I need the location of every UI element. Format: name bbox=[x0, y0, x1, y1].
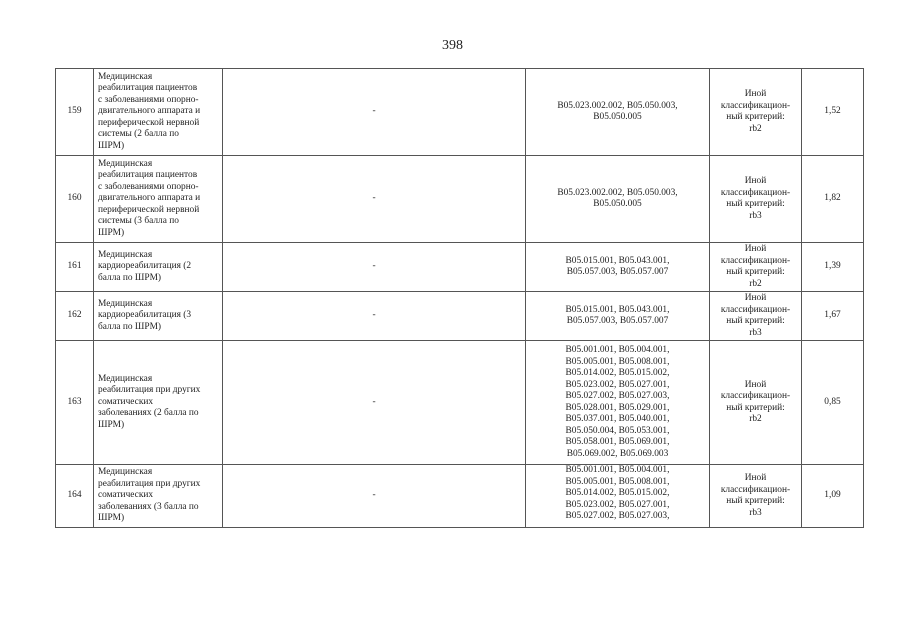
classification-criterion: Иной классификацион- ный критерий: rb2 bbox=[710, 243, 802, 292]
empty-dash: - bbox=[223, 341, 526, 465]
table-row bbox=[56, 243, 864, 292]
rehab-name: Медицинская кардиореабилитация (3 балла по ШРМ) bbox=[94, 292, 223, 341]
service-codes: B05.023.002.002, B05.050.003, B05.050.005 bbox=[526, 69, 710, 156]
coefficient: 1,09 bbox=[802, 465, 864, 528]
table-row bbox=[56, 69, 864, 156]
coefficient: 1,67 bbox=[802, 292, 864, 341]
coefficient: 0,85 bbox=[802, 341, 864, 465]
empty-dash: - bbox=[223, 156, 526, 243]
row-number: 160 bbox=[56, 156, 94, 243]
service-codes: B05.001.001, B05.004.001, B05.005.001, B05.008.001, B05.014.002, B05.015.002, B05.023.002, B05.027.001, B05.027.002, B05.027.003, B05.028.001, B05.029.001, B05.037.001, B05.040.001, B05.050.004, B05.053.001, B05.058.001, B05.069.001, B05.069.002, B05.069.003 bbox=[526, 341, 710, 465]
classification-criterion: Иной классификацион- ный критерий: rb3 bbox=[710, 292, 802, 341]
row-number: 163 bbox=[56, 341, 94, 465]
service-codes: B05.023.002.002, B05.050.003, B05.050.005 bbox=[526, 156, 710, 243]
service-codes: B05.001.001, B05.004.001, B05.005.001, B05.008.001, B05.014.002, B05.015.002, B05.023.002, B05.027.001, B05.027.002, B05.027.003, bbox=[526, 465, 710, 528]
table-row bbox=[56, 465, 864, 528]
row-number: 159 bbox=[56, 69, 94, 156]
table-row bbox=[56, 341, 864, 465]
row-number: 164 bbox=[56, 465, 94, 528]
service-codes: B05.015.001, B05.043.001, B05.057.003, B05.057.007 bbox=[526, 243, 710, 292]
tariff-table bbox=[55, 68, 864, 528]
rehab-name: Медицинская реабилитация при других соматических заболеваниях (3 балла по ШРМ) bbox=[94, 465, 223, 528]
empty-dash: - bbox=[223, 292, 526, 341]
rehab-name: Медицинская реабилитация пациентов с заболеваниями опорно- двигательного аппарата и периферической нервной системы (2 балла по ШРМ) bbox=[94, 69, 223, 156]
classification-criterion: Иной классификацион- ный критерий: rb2 bbox=[710, 69, 802, 156]
empty-dash: - bbox=[223, 465, 526, 528]
rehab-name: Медицинская реабилитация пациентов с заболеваниями опорно- двигательного аппарата и периферической нервной системы (3 балла по ШРМ) bbox=[94, 156, 223, 243]
empty-dash: - bbox=[223, 243, 526, 292]
page-number: 398 bbox=[442, 38, 463, 53]
classification-criterion: Иной классификацион- ный критерий: rb2 bbox=[710, 341, 802, 465]
row-number: 162 bbox=[56, 292, 94, 341]
table-row bbox=[56, 156, 864, 243]
classification-criterion: Иной классификацион- ный критерий: rb3 bbox=[710, 465, 802, 528]
service-codes: B05.015.001, B05.043.001, B05.057.003, B05.057.007 bbox=[526, 292, 710, 341]
rehab-name: Медицинская кардиореабилитация (2 балла по ШРМ) bbox=[94, 243, 223, 292]
empty-dash: - bbox=[223, 69, 526, 156]
coefficient: 1,52 bbox=[802, 69, 864, 156]
classification-criterion: Иной классификацион- ный критерий: rb3 bbox=[710, 156, 802, 243]
coefficient: 1,82 bbox=[802, 156, 864, 243]
row-number: 161 bbox=[56, 243, 94, 292]
table-row bbox=[56, 292, 864, 341]
rehab-name: Медицинская реабилитация при других соматических заболеваниях (2 балла по ШРМ) bbox=[94, 341, 223, 465]
coefficient: 1,39 bbox=[802, 243, 864, 292]
